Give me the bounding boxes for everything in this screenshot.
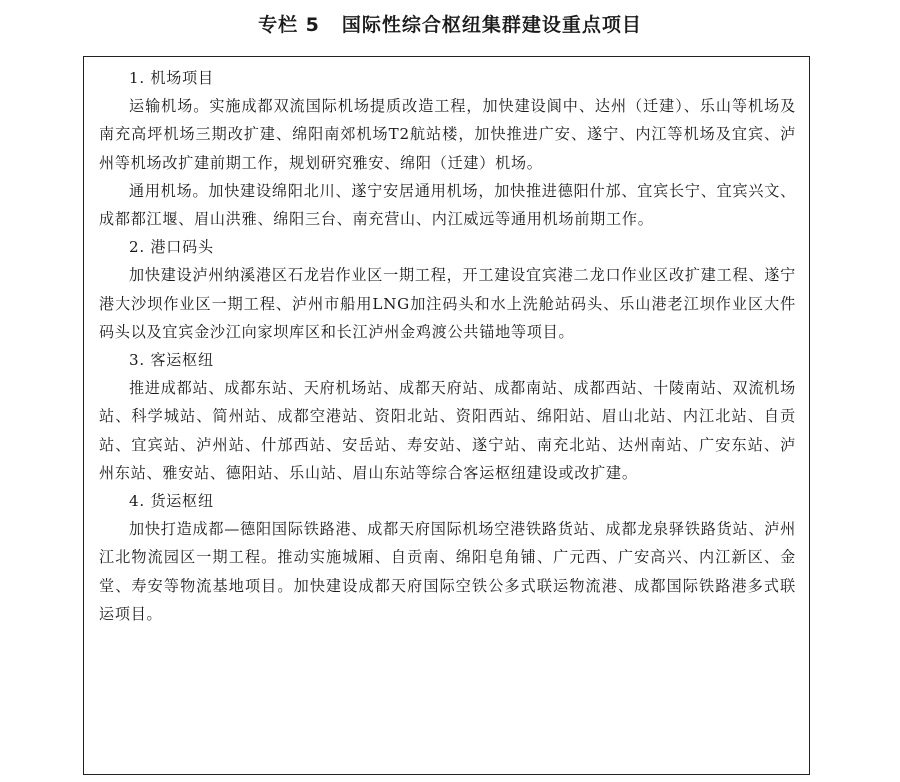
column-heading: 国际性综合枢纽集群建设重点项目 bbox=[341, 14, 642, 36]
section-port-terminals bbox=[99, 233, 796, 346]
section-heading: 1. 机场项目 bbox=[129, 69, 214, 87]
section-paragraph: 加快建设泸州纳溪港区石龙岩作业区一期工程，开工建设宜宾港二龙口作业区改扩建工程、遂宁港大沙坝作业区一期工程、泸州市船用LNG加注码头和水上洗舱站码头、乐山港老江坝作业区大件码头以及宜宾金沙江向家坝库区和长江泸州金鸡渡公共锚地等项目。 bbox=[99, 266, 796, 341]
section-paragraph: 加快打造成都—德阳国际铁路港、成都天府国际机场空港铁路货站、成都龙泉驿铁路货站、泸州江北物流园区一期工程。推动实施城厢、自贡南、绵阳皂角铺、广元西、广安高兴、内江新区、金堂、寿安等物流基地项目。加快建设成都天府国际空铁公多式联运物流港、成都国际铁路港多式联运项目。 bbox=[99, 520, 796, 623]
section-paragraph: 运输机场。实施成都双流国际机场提质改造工程，加快建设阆中、达州（迁建）、乐山等机场及南充高坪机场三期改扩建、绵阳南郊机场T2航站楼，加快推进广安、遂宁、内江等机场及宜宾、泸州等机场改扩建前期工作，规划研究雅安、绵阳（迁建）机场。 bbox=[99, 97, 796, 172]
section-heading: 2. 港口码头 bbox=[129, 238, 214, 257]
section-paragraph: 通用机场。加快建设绵阳北川、遂宁安居通用机场，加快推进德阳什邡、宜宾长宁、宜宾兴文、成都都江堰、眉山洪雅、绵阳三台、南充营山、内江威远等通用机场前期工作。 bbox=[99, 181, 796, 229]
column-title bbox=[0, 12, 900, 38]
section-freight-hubs bbox=[99, 487, 796, 628]
section-passenger-hubs bbox=[99, 346, 796, 487]
column-label: 专栏 5 bbox=[258, 14, 320, 36]
section-airport-projects bbox=[99, 64, 796, 233]
section-heading: 4. 货运枢纽 bbox=[129, 492, 214, 511]
section-paragraph: 推进成都站、成都东站、天府机场站、成都天府站、成都南站、成都西站、十陵南站、双流机场站、科学城站、简州站、成都空港站、资阳北站、资阳西站、绵阳站、眉山北站、内江北站、自贡站、宜宾站、泸州站、什邡西站、安岳站、寿安站、遂宁站、南充北站、达州南站、广安东站、泸州东站、雅安站、德阳站、乐山站、眉山东站等综合客运枢纽建设或改扩建。 bbox=[99, 379, 796, 482]
column-content bbox=[99, 64, 796, 628]
section-heading: 3. 客运枢纽 bbox=[129, 351, 214, 370]
